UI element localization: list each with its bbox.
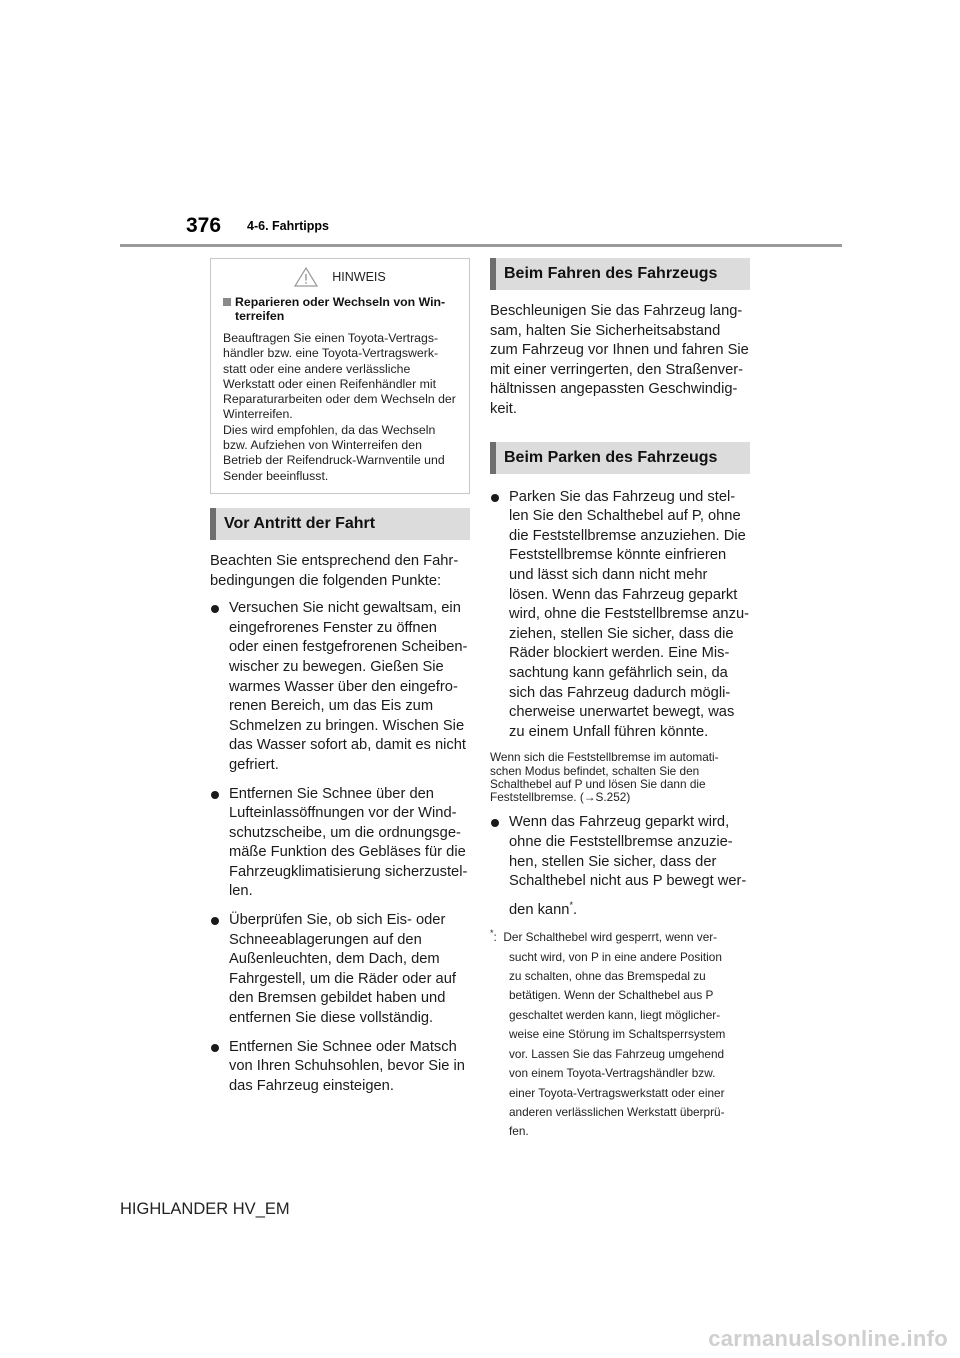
text-line: weise eine Störung im Schaltsperrsystem	[509, 1027, 726, 1042]
note-line: Betrieb der Reifendruck-Warnventile und	[223, 453, 445, 468]
square-bullet-icon	[223, 298, 231, 306]
text-line: fen.	[509, 1124, 529, 1139]
footnote-mark: *	[490, 928, 494, 939]
left-column	[210, 258, 470, 1105]
bullet-dot-icon	[491, 494, 499, 502]
warning-triangle-icon	[294, 267, 318, 287]
text-line: Lufteinlassöffnungen vor der Wind-	[229, 805, 457, 822]
text-line: wischer zu bewegen. Gießen Sie	[229, 658, 444, 675]
text-line: das Fahrzeug einsteigen.	[229, 1077, 394, 1094]
text-line: zu schalten, ohne das Bremspedal zu	[509, 969, 706, 984]
bullet-item	[490, 813, 750, 920]
note-header	[223, 259, 457, 295]
text-line: Beschleunigen Sie das Fahrzeug lang-	[490, 303, 743, 319]
text-line: Wenn sich die Feststellbremse im automati-	[490, 750, 719, 765]
text-line: keit.	[490, 400, 517, 417]
footer-model: HIGHLANDER HV_EM	[120, 1200, 290, 1218]
text-line: den Bremsen gebildet haben und	[229, 990, 446, 1007]
text-line: Schneeablagerungen auf den	[229, 931, 422, 948]
note-line: händler bzw. eine Toyota-Vertragswerk-	[223, 346, 439, 361]
text-line: wird, ohne die Feststellbremse anzu-	[509, 606, 750, 623]
note-line: Winterreifen.	[223, 407, 293, 422]
text-line: hältnissen angepassten Geschwindig-	[490, 381, 738, 398]
text-line: von einem Toyota-Vertragshändler bzw.	[509, 1066, 716, 1081]
text-line: vor. Lassen Sie das Fahrzeug umgehend	[509, 1046, 725, 1061]
note-line: Reparaturarbeiten oder dem Wechseln der	[223, 392, 456, 407]
text-line: len.	[229, 883, 253, 900]
text-line: Schalthebel nicht aus P bewegt wer-	[509, 873, 747, 890]
footnote-sep: :	[493, 930, 497, 945]
text-line: anderen verlässlichen Werkstatt überprü-	[509, 1104, 725, 1119]
text-line: sam, halten Sie Sicherheitsabstand	[490, 322, 721, 339]
bullet-item	[210, 785, 470, 903]
watermark: carmanualsonline.info	[708, 1326, 948, 1351]
text-line: hen, stellen Sie sicher, dass der	[509, 853, 717, 870]
bullet-dot-icon	[211, 1044, 219, 1052]
page-number: 376	[186, 214, 222, 237]
footnote-first-line	[490, 924, 750, 947]
asterisk-mark: *	[569, 899, 573, 910]
intro-paragraph	[210, 552, 470, 591]
section-label: 4-6. Fahrtipps	[247, 219, 329, 233]
text-line: sachtung kann gefährlich sein, da	[509, 664, 728, 681]
text-line: die Feststellbremse anzuziehen. Die	[509, 527, 746, 544]
text-line: warmes Wasser über den eingefro-	[229, 678, 458, 695]
header-rule	[120, 244, 842, 247]
bullet-item	[490, 488, 750, 743]
heading-parking: Beim Parken des Fahrzeugs	[490, 442, 750, 474]
text-line: Wenn das Fahrzeug geparkt wird,	[509, 814, 730, 831]
bullet-dot-icon	[211, 917, 219, 925]
text-line: oder einen festgefrorenen Scheiben-	[229, 639, 468, 656]
text-line: schutzscheibe, um die ordnungsge-	[229, 824, 461, 841]
text-line: eingefrorenes Fenster zu öffnen	[229, 619, 437, 636]
note-body	[223, 331, 457, 484]
text-line	[509, 896, 750, 920]
text-line: Feststellbremse könnte einfrieren	[509, 547, 727, 564]
text-line: Feststellbremse. (→S.252)	[490, 790, 631, 805]
text-line: zu einem Unfall führen könnte.	[509, 723, 709, 740]
driving-paragraph	[490, 302, 750, 420]
text-line: mit einer verringerten, den Straßenver-	[490, 361, 744, 378]
text-line: und lässt sich dann nicht mehr	[509, 566, 708, 583]
text-line: entfernen Sie diese vollständig.	[229, 1010, 434, 1027]
text-line: das Wasser sofort ab, damit es nicht	[229, 737, 467, 754]
bullet-item	[210, 1038, 470, 1097]
text-line: Räder blockiert werden. Eine Mis-	[509, 645, 730, 662]
text-line: bedingungen die folgenden Punkte:	[210, 572, 442, 589]
note-label: HINWEIS	[332, 270, 386, 284]
text-line: betätigen. Wenn der Schalthebel aus P	[509, 988, 714, 1003]
text-line: Fahrzeugklimatisierung sicherzustel-	[229, 863, 468, 880]
bullet-dot-icon	[211, 791, 219, 799]
text-line: mäße Funktion des Gebläses für die	[229, 844, 466, 861]
text-fragment: den kann	[509, 901, 570, 918]
text-line: Schmelzen zu bringen. Wischen Sie	[229, 717, 465, 734]
text-line: sich das Fahrzeug dadurch mögli-	[509, 684, 731, 701]
heading-before-driving: Vor Antritt der Fahrt	[210, 508, 470, 540]
text-line: von Ihren Schuhsohlen, bevor Sie in	[229, 1058, 465, 1075]
bullet-item	[210, 911, 470, 1029]
note-box	[210, 258, 470, 494]
heading-driving: Beim Fahren des Fahrzeugs	[490, 258, 750, 290]
note-line: Beauftragen Sie einen Toyota-Vertrags-	[223, 331, 439, 345]
right-column	[490, 258, 750, 1142]
text-line: renen Bereich, um das Eis zum	[229, 698, 434, 715]
text-line: gefriert.	[229, 756, 279, 773]
bullet-dot-icon	[491, 819, 499, 827]
text-line: ziehen, stellen Sie sicher, dass die	[509, 625, 734, 642]
footnote-body	[490, 948, 750, 1142]
note-line: statt oder eine andere verlässliche	[223, 361, 411, 376]
text-line: Außenleuchten, dem Dach, dem	[229, 951, 440, 968]
note-title-line: Reparieren oder Wechseln von Win-	[235, 295, 446, 309]
text-line: cherweise unerwartet bewegt, was	[509, 704, 735, 721]
text-fragment: Der Schalthebel wird gesperrt, wenn ver-	[503, 930, 718, 945]
text-line: ohne die Feststellbremse anzuzie-	[509, 834, 733, 851]
text-line: Schalthebel auf P und lösen Sie dann die	[490, 776, 706, 791]
text-line: Entfernen Sie Schnee oder Matsch	[229, 1038, 457, 1055]
text-line: lösen. Wenn das Fahrzeug geparkt	[509, 586, 738, 603]
note-line: Werkstatt oder einen Reifenhändler mit	[223, 376, 437, 391]
text-line: Fahrgestell, um die Räder oder auf	[229, 970, 456, 987]
text-line: Beachten Sie entsprechend den Fahr-	[210, 552, 459, 569]
text-line: einer Toyota-Vertragswerkstatt oder einer	[509, 1085, 725, 1100]
text-line: geschaltet werden kann, liegt möglicher-	[509, 1007, 721, 1022]
text-line: Entfernen Sie Schnee über den	[229, 785, 434, 802]
bullet-item	[210, 599, 470, 775]
text-line: sucht wird, von P in eine andere Position	[509, 949, 722, 964]
note-line: bzw. Aufziehen von Winterreifen den	[223, 438, 422, 453]
text-line: zum Fahrzeug vor Ihnen und fahren Sie	[490, 342, 749, 359]
note-title-line: terreifen	[235, 309, 285, 323]
note-title	[223, 295, 457, 323]
text-line: schen Modus befindet, schalten Sie den	[490, 763, 700, 778]
text-line: Versuchen Sie nicht gewaltsam, ein	[229, 600, 461, 617]
note-line: Sender beeinflusst.	[223, 468, 329, 483]
bullet-dot-icon	[211, 605, 219, 613]
text-line: Überprüfen Sie, ob sich Eis- oder	[229, 912, 446, 929]
footnote	[490, 924, 750, 1141]
text-line: Parken Sie das Fahrzeug und stel-	[509, 488, 736, 505]
parking-note	[490, 751, 750, 804]
text-fragment: .	[572, 901, 578, 918]
note-line: Dies wird empfohlen, da das Wechseln	[223, 422, 436, 437]
text-line: len Sie den Schalthebel auf P, ohne	[509, 508, 741, 525]
